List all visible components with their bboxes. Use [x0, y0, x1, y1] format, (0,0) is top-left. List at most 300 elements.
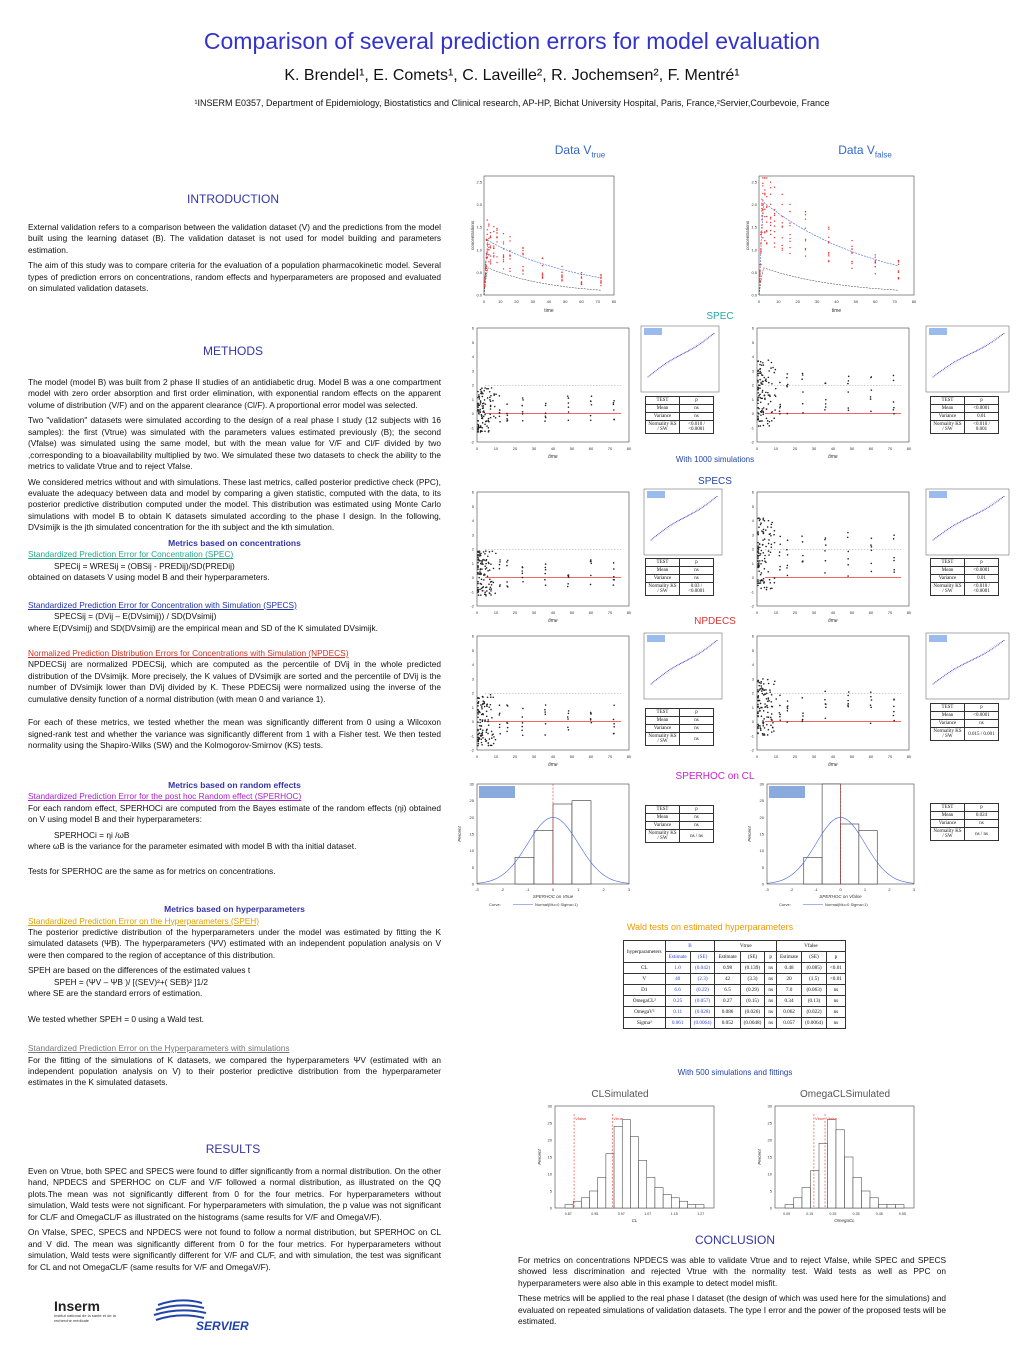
qq-point [977, 657, 978, 658]
data-point [875, 273, 876, 274]
data-point [489, 569, 491, 571]
histogram-bar [639, 1160, 647, 1208]
y-tick-label: 1 [471, 396, 474, 402]
x-axis-label: time [831, 308, 842, 314]
data-point [568, 574, 570, 576]
qq-point [944, 368, 945, 369]
data-point [802, 373, 804, 375]
data-point [482, 731, 484, 733]
mini-table [645, 396, 714, 434]
y-tick-label: 5 [471, 339, 474, 345]
data-point [494, 593, 496, 595]
table-row [931, 559, 999, 567]
qq-point [951, 363, 952, 364]
data-point [761, 199, 762, 200]
qq-point [1003, 333, 1004, 334]
data-point [494, 406, 496, 408]
data-point [757, 680, 759, 682]
data-point [786, 386, 788, 388]
y-tick-label: -2 [470, 439, 474, 445]
reference-label: Vfalse [826, 1116, 838, 1121]
table-cell: Estimate [715, 952, 740, 963]
data-point [757, 579, 759, 581]
data-point [805, 239, 806, 240]
data-point [760, 703, 762, 705]
qq-point [670, 360, 671, 361]
data-point [782, 216, 783, 217]
data-point [477, 583, 479, 585]
qq-point [995, 502, 996, 503]
data-point [490, 245, 491, 246]
table-cell: (0.0048) [740, 1018, 765, 1029]
data-point [568, 411, 570, 413]
qq-point [937, 373, 938, 374]
table-row [931, 828, 999, 841]
data-point [499, 584, 501, 586]
y-tick-label: -2 [750, 603, 754, 609]
y-tick-label: 5 [471, 503, 474, 509]
table-cell: (0.042) [690, 963, 715, 974]
data-point [847, 391, 849, 393]
x-tick-label: 70 [887, 754, 893, 759]
data-point [485, 568, 487, 570]
qq-point [966, 518, 967, 519]
data-point [482, 563, 484, 565]
data-point [763, 407, 765, 409]
qq-point [672, 523, 673, 524]
data-point [824, 699, 826, 701]
data-point [760, 361, 762, 363]
data-point [825, 560, 827, 562]
qq-inset [925, 488, 1010, 556]
data-point [898, 277, 899, 278]
qq-point [694, 512, 695, 513]
y-tick-label: 0 [751, 411, 754, 416]
x-axis-label: time [544, 308, 554, 314]
x-tick-label: 0 [475, 610, 479, 615]
data-point [779, 566, 781, 568]
table-cell: 0.015 / 0.001 [965, 728, 999, 741]
data-point [759, 271, 760, 272]
table-cell: p [965, 804, 999, 812]
curve-legend-text: Normal(Mu=0 Sigma=1) [535, 902, 578, 907]
x-tick-label: 40 [830, 610, 836, 615]
histogram-bar [862, 1191, 871, 1208]
qq-point [993, 647, 994, 648]
y-tick-label: 1 [751, 396, 754, 402]
data-point [490, 400, 492, 402]
histogram-bar [663, 1194, 671, 1208]
qq-legend-box [647, 491, 665, 498]
qq-point [699, 509, 700, 510]
data-point [480, 401, 482, 403]
lower-curve [484, 268, 601, 295]
data-point [770, 526, 772, 528]
data-point [764, 240, 765, 241]
data-point [757, 418, 759, 420]
table-cell: D1 [624, 985, 666, 996]
x-tick-label: 2 [888, 887, 891, 892]
qq-point [710, 501, 711, 502]
table-row [931, 397, 999, 405]
data-point [759, 543, 761, 545]
data-point [545, 412, 547, 414]
data-point [802, 374, 804, 376]
plot-frame [477, 492, 629, 606]
x-tick-label: 60 [579, 299, 584, 304]
data-point [764, 189, 765, 190]
data-point [870, 706, 872, 708]
data-point [489, 399, 491, 401]
data-point [581, 272, 582, 273]
data-point [492, 400, 494, 402]
data-point [545, 584, 547, 586]
mini-table-npdecs-true [645, 708, 714, 746]
data-point [545, 723, 547, 725]
data-point [801, 721, 803, 723]
y-tick-label: 2.0 [476, 202, 482, 208]
data-point [766, 207, 767, 208]
qq-point [706, 648, 707, 649]
x-tick-label: 20 [512, 610, 518, 615]
data-point [478, 559, 480, 561]
histogram-bar [696, 1205, 704, 1208]
data-point [493, 743, 495, 745]
data-point [484, 423, 486, 425]
data-point [870, 396, 872, 398]
qq-point [684, 661, 685, 662]
qq-point [651, 373, 652, 374]
data-point [477, 587, 479, 589]
data-point [768, 520, 770, 522]
data-point [825, 406, 827, 408]
data-point [764, 209, 765, 210]
data-point [764, 193, 765, 194]
data-point [480, 735, 482, 737]
data-point [773, 684, 775, 686]
data-point [522, 581, 524, 583]
qq-point [656, 370, 657, 371]
qq-point [709, 336, 710, 337]
data-point [757, 373, 759, 375]
y-tick-label: 25 [759, 798, 764, 804]
data-point [766, 587, 768, 589]
data-point [766, 216, 767, 217]
data-point [485, 277, 486, 278]
qq-point [995, 339, 996, 340]
data-point [770, 551, 772, 553]
data-point [591, 722, 593, 724]
table-cell: ns [680, 717, 714, 725]
data-point [545, 415, 547, 417]
data-point [477, 721, 479, 723]
data-point [509, 254, 510, 255]
data-point [613, 400, 615, 402]
x-tick-label: -1 [814, 887, 818, 892]
data-point [759, 688, 761, 690]
qq-point [661, 366, 662, 367]
data-point [568, 406, 570, 408]
table-cell: <0.01 [826, 963, 845, 974]
qq-point [708, 646, 709, 647]
qq-point [964, 663, 965, 664]
qq-point [932, 539, 933, 540]
data-point [477, 729, 479, 731]
qq-point [948, 672, 949, 673]
data-point [789, 211, 790, 212]
table-cell: (SE) [802, 952, 827, 963]
data-point [522, 573, 524, 575]
y-tick-label: 4 [471, 518, 474, 523]
data-point [522, 399, 524, 401]
table-cell: ns [765, 974, 777, 985]
table-cell: (2.3) [690, 974, 715, 985]
histogram-bar [794, 1198, 803, 1208]
data-point [770, 367, 772, 369]
data-point [567, 586, 569, 588]
x-tick-label: 0.25 [829, 1212, 837, 1216]
table-cell: ns [680, 575, 714, 583]
reference-label: Vtrue [613, 1116, 623, 1121]
data-point [761, 215, 762, 216]
qq-point [711, 500, 712, 501]
table-cell: <0.010 / <0.0001 [680, 421, 714, 434]
data-point [851, 248, 852, 249]
data-point [487, 388, 489, 390]
data-point [757, 415, 759, 417]
data-point [488, 706, 490, 708]
qq-point [696, 654, 697, 655]
qq-point [961, 357, 962, 358]
data-point [486, 425, 488, 427]
speh-text2: SPEH are based on the differences of the estimated values t [28, 965, 251, 976]
data-point [851, 268, 852, 269]
data-point [485, 276, 486, 277]
table-cell: Mean [931, 712, 965, 720]
qq-point [1002, 334, 1003, 335]
data-point [490, 704, 492, 706]
table-cell: Variance [931, 820, 965, 828]
data-point [825, 537, 827, 539]
data-point [491, 745, 493, 747]
x-tick-label: 3 [912, 887, 916, 892]
qq-point [698, 654, 699, 655]
data-point [485, 740, 487, 742]
qq-point [707, 647, 708, 648]
table-row [646, 583, 714, 596]
data-point [479, 719, 481, 721]
tests-text: For each of these metrics, we tested whether the mean was significantly different from 0 using a Wilcoxon signed-rank test and whether the variance was significantly different from 1 with a Fisher test. We then tested normality using the Shapiro-Wilks (SW) and the Kolmogorov-Smirnov (KS) tests. [28, 717, 441, 751]
qq-point [999, 643, 1000, 644]
qq-point [662, 365, 663, 366]
histogram-bar [679, 1201, 687, 1208]
data-point [613, 409, 615, 411]
data-point [561, 277, 562, 278]
data-point [893, 380, 895, 382]
histogram-bar [565, 1205, 573, 1208]
data-point [775, 698, 777, 700]
data-point [770, 234, 771, 235]
y-tick-label: -1 [470, 733, 474, 739]
table-row [624, 1007, 846, 1018]
y-tick-label: 0 [751, 575, 754, 580]
qq-point [947, 529, 948, 530]
data-point [484, 412, 486, 414]
data-point [805, 214, 806, 215]
data-point [759, 371, 761, 373]
data-point [871, 376, 873, 378]
qq-legend-box [929, 328, 947, 335]
table-cell: (0.139) [740, 963, 765, 974]
data-point [522, 708, 524, 710]
data-point [762, 408, 764, 410]
speh-formula: SPEH = (ΨV – ΨB )/ [(SEV)²+( SEB)² ]1/2 [54, 976, 209, 987]
qq-point [712, 643, 713, 644]
data-point [789, 247, 790, 248]
data-point [768, 403, 770, 405]
data-point [499, 726, 501, 728]
data-point [489, 588, 491, 590]
data-point [591, 404, 593, 406]
data-point [486, 704, 488, 706]
data-point [613, 576, 615, 578]
data-point [507, 560, 509, 562]
y-axis-label: concentrations [745, 220, 750, 251]
data-point [487, 244, 488, 245]
qq-frame [926, 326, 1009, 392]
data-point [774, 681, 776, 683]
data-point [787, 384, 789, 386]
x-tick-label: 60 [868, 610, 874, 615]
data-point [757, 370, 759, 372]
table-cell: ns [826, 985, 845, 996]
qq-point [1003, 496, 1004, 497]
table-cell: TEST [646, 806, 680, 814]
data-point [488, 430, 490, 432]
table-row [931, 820, 999, 828]
data-point [481, 579, 483, 581]
data-point [875, 260, 876, 261]
data-point [893, 715, 895, 717]
qq-point [675, 522, 676, 523]
table-row [646, 567, 714, 575]
x-tick-label: 0 [839, 887, 842, 892]
qq-point [990, 505, 991, 506]
y-axis-label: Percent [757, 1149, 762, 1165]
data-point [495, 553, 497, 555]
data-point [544, 573, 546, 575]
data-point [488, 247, 489, 248]
data-point [522, 722, 524, 724]
qq-point [948, 528, 949, 529]
data-point [487, 219, 488, 220]
data-point [774, 409, 776, 411]
data-point [762, 374, 764, 376]
qq-point [690, 658, 691, 659]
qq-point [663, 530, 664, 531]
data-point [770, 182, 771, 183]
data-point [503, 268, 504, 269]
table-cell: p [680, 559, 714, 567]
y-tick-label: 1 [751, 560, 754, 566]
data-point [591, 395, 593, 397]
data-point [764, 231, 765, 232]
data-vtrue-label: Data $V_{true}$ [554, 143, 606, 160]
data-point [581, 277, 582, 278]
data-point [779, 712, 781, 714]
qq-point [957, 360, 958, 361]
x-tick-label: 1.15 [670, 1212, 678, 1216]
data-point [770, 535, 772, 537]
data-point [801, 378, 803, 380]
y-tick-label: 10 [759, 848, 764, 854]
qq-point [944, 531, 945, 532]
data-point [851, 263, 852, 264]
data-point [757, 403, 759, 405]
y-tick-label: 5 [471, 864, 474, 870]
sperhoc-label: SPERHOC on CL [675, 771, 755, 782]
data-point [762, 723, 764, 725]
data-point [762, 185, 763, 186]
data-point [760, 582, 762, 584]
data-point [787, 710, 789, 712]
data-point [542, 278, 543, 279]
data-point [870, 398, 872, 400]
data-point [771, 731, 773, 733]
data-point [486, 711, 488, 713]
mini-table [930, 703, 999, 741]
qq-point [698, 510, 699, 511]
x-tick-label: 50 [563, 299, 568, 304]
data-point [762, 391, 764, 393]
qq-point [988, 507, 989, 508]
data-point [762, 539, 764, 541]
data-point [763, 718, 765, 720]
x-tick-label: 60 [588, 446, 594, 451]
data-point [503, 254, 504, 255]
data-point [789, 241, 790, 242]
sperhoc-hist-vtrue [455, 780, 635, 910]
data-point [769, 396, 771, 398]
data-point [483, 551, 485, 553]
histogram-bar [841, 824, 859, 884]
data-point [847, 700, 849, 702]
data-point [493, 226, 494, 227]
histogram-bar [887, 1205, 896, 1208]
x-tick-label: 40 [830, 446, 836, 451]
x-tick-label: 0 [757, 299, 761, 304]
histogram-bar [515, 857, 534, 884]
data-point [774, 242, 775, 243]
data-point [848, 410, 850, 412]
data-point [613, 719, 615, 721]
data-point [485, 264, 486, 265]
y-tick-label: 2.0 [751, 202, 757, 208]
data-point [542, 274, 543, 275]
data-point [761, 219, 762, 220]
qq-point [667, 527, 668, 528]
table-cell: 0.086 [715, 1007, 740, 1018]
specs-label: SPECS [698, 476, 732, 487]
qq-point [976, 350, 977, 351]
qq-point [974, 351, 975, 352]
data-point [479, 403, 481, 405]
x-tick-label: 10 [773, 610, 779, 615]
data-point [509, 250, 510, 251]
data-point [481, 417, 483, 419]
y-tick-label: 6 [751, 633, 754, 639]
x-tick-label: 10 [773, 446, 779, 451]
